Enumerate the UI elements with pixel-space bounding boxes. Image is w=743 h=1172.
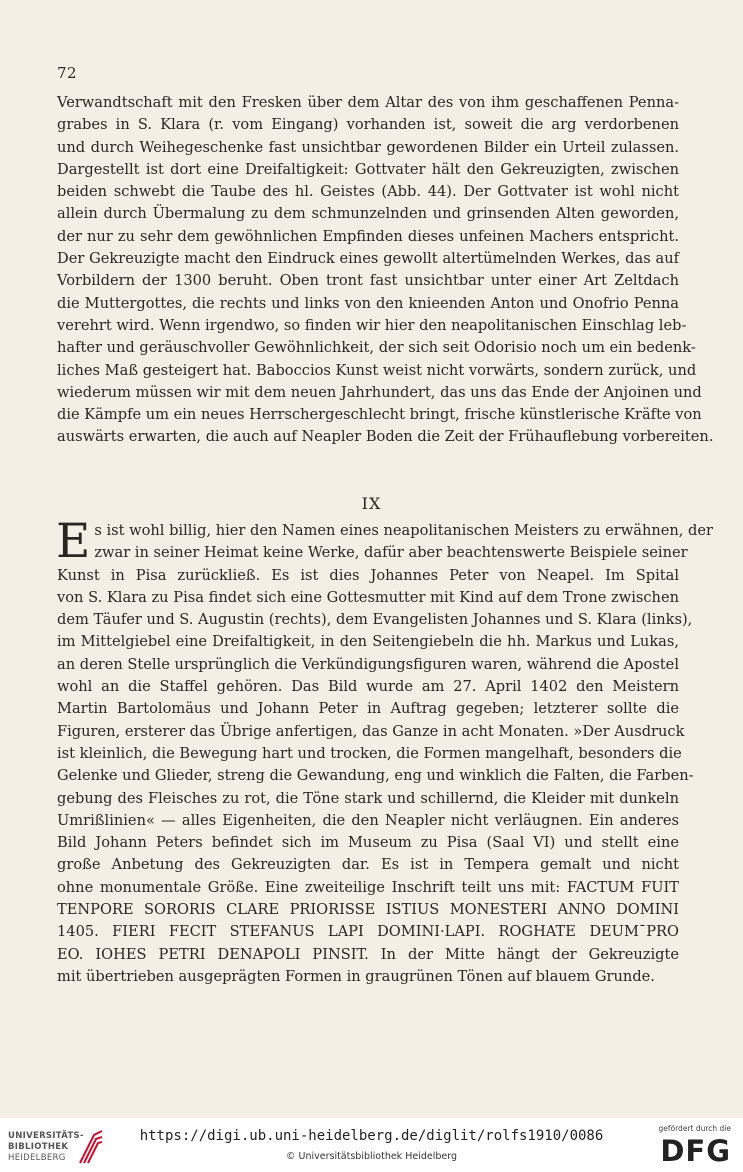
text-line: zwar in seiner Heimat keine Werke, dafür aber beachtenswerte Beispiele seiner [94,544,688,562]
text-line: liches Maß gesteigert hat. Baboccios Kunst weist nicht vorwärts, sondern zurück, und [57,361,697,379]
text-line: verehrt wird. Wenn irgendwo, so finden wir hier den neapolitanischen Einschlag leb- [57,316,687,334]
text-line: die Muttergottes, die rechts und links von den knieenden Anton und Onofrio Penna [57,294,679,312]
text-line: gebung des Fleisches zu rot, die Töne stark und schillernd, die Kleider mit dunkeln [57,789,679,807]
text-line: Umrißlinien« — alles Eigenheiten, die den Neapler nicht verläugnen. Ein anderes [57,811,679,829]
text-line: und durch Weihegeschenke fast unsichtbar gewordenen Bilder ein Urteil zulassen. [57,138,679,156]
text-line: ist kleinlich, die Bewegung hart und trocken, die Formen mangelhaft, besonders die [57,744,682,762]
text-line: beiden schwebt die Taube des hl. Geistes (Abb. 44). Der Gottvater ist wohl nicht [57,183,679,201]
text-line: Figuren, ersterer das Übrige anfertigen, das Ganze in acht Monaten. »Der Ausdruck [57,722,685,740]
text-line: Der Gekreuzigte macht den Eindruck eines gewollt altertümelnden Werkes, das auf [57,250,679,268]
text-line: EO. IOHES PETRI DENAPOLI PINSIT. In der Mitte hängt der Gekreuzigte [57,945,679,963]
library-name-line2: BIBLIOTHEK [8,1142,69,1152]
text-line: die Kämpfe um ein neues Herrschergeschlecht bringt, frische künstlerische Kräfte von [57,406,702,424]
text-line: an deren Stelle ursprünglich die Verkündigungsfiguren waren, während die Apostel [57,655,679,673]
text-line: Kunst in Pisa zurückließ. Es ist dies Johannes Peter von Neapel. Im Spital [57,566,679,584]
text-line: Dargestellt ist dort eine Dreifaltigkeit: Gottvater hält den Gekreuzigten, zwischen [57,160,679,178]
text-line: Gelenke und Glieder, streng die Gewandung, eng und winklich die Falten, die Farben- [57,767,694,785]
text-line: Vorbildern der 1300 beruht. Oben tront fast unsichtbar unter einer Art Zeltdach [57,272,679,290]
text-line: von S. Klara zu Pisa findet sich eine Gottesmutter mit Kind auf dem Trone zwischen [57,588,679,606]
text-line: grabes in S. Klara (r. vom Eingang) vorhanden ist, soweit die arg verdorbenen [57,116,679,134]
paragraph-1 [57,92,714,449]
text-line: mit übertrieben ausgeprägten Formen in graugrünen Tönen auf blauem Grunde. [57,967,655,985]
text-line: Verwandtschaft mit den Fresken über dem Altar des von ihm geschaffenen Penna- [57,94,679,111]
section-heading: IX [361,494,382,513]
source-url-link[interactable]: https://digi.ub.uni-heidelberg.de/diglit/rolfs1910/0086 [139,1128,604,1144]
text-line: Martin Bartolomäus und Johann Peter in Auftrag gegeben; letzterer sollte die [57,700,679,718]
page-number: 72 [57,64,78,82]
library-name-line1: UNIVERSITÄTS- [8,1131,84,1141]
dfg-logo[interactable] [651,1122,731,1170]
text-line: hafter und geräuschvoller Gewöhnlichkeit, der sich seit Odorisio noch um ein bedenk- [57,339,696,357]
text-line: dem Täufer und S. Augustin (rechts), dem Evangelisten Johannes und S. Klara (links), [57,611,693,629]
library-name-line3: HEIDELBERG [8,1153,66,1163]
text-line: große Anbetung des Gekreuzigten dar. Es ist in Tempera gemalt und nicht [57,856,679,874]
text-line: TENPORE SORORIS CLARE PRIORISSE ISTIUS MONESTERI ANNO DOMINI [57,901,679,919]
footer-bar [0,1118,743,1172]
text-line: allein durch Übermalung zu dem schmunzelnden und grinsenden Alten geworden, [57,205,679,223]
text-line: ohne monumentale Größe. Eine zweiteilige Inschrift teilt uns mit: FACTUM FUIT [57,878,679,896]
text-line: der nur zu sehr dem gewöhnlichen Empfinden dieses unfeinen Machers entspricht. [57,227,679,245]
funded-by-text: gefördert durch die [658,1124,731,1133]
copyright-text: © Universitätsbibliothek Heidelberg [285,1151,457,1162]
paragraph-2 [56,514,714,988]
text-line: wohl an die Staffel gehören. Das Bild wurde am 27. April 1402 den Meistern [57,678,679,696]
drop-cap: E [56,514,91,569]
text-line: wiederum müssen wir mit dem neuen Jahrhundert, das uns das Ende der Anjoinen und [57,383,702,401]
text-line: auswärts erwarten, die auch auf Neapler Boden die Zeit der Frühauflebung vorbereiten. [57,428,714,446]
text-line: Bild Johann Peters befindet sich im Museum zu Pisa (Saal VI) und stellt eine [57,834,679,852]
text-line: 1405. FIERI FECIT STEFANUS LAPI DOMINI·LAPI. ROGHATE DEUM¯PRO [57,923,679,941]
text-line: s ist wohl billig, hier den Namen eines neapolitanischen Meisters zu erwähnen, der [94,522,714,539]
dfg-wordmark: DFG [660,1134,731,1168]
text-line: im Mittelgiebel eine Dreifaltigkeit, in den Seitengiebeln die hh. Markus und Lukas, [57,633,679,651]
